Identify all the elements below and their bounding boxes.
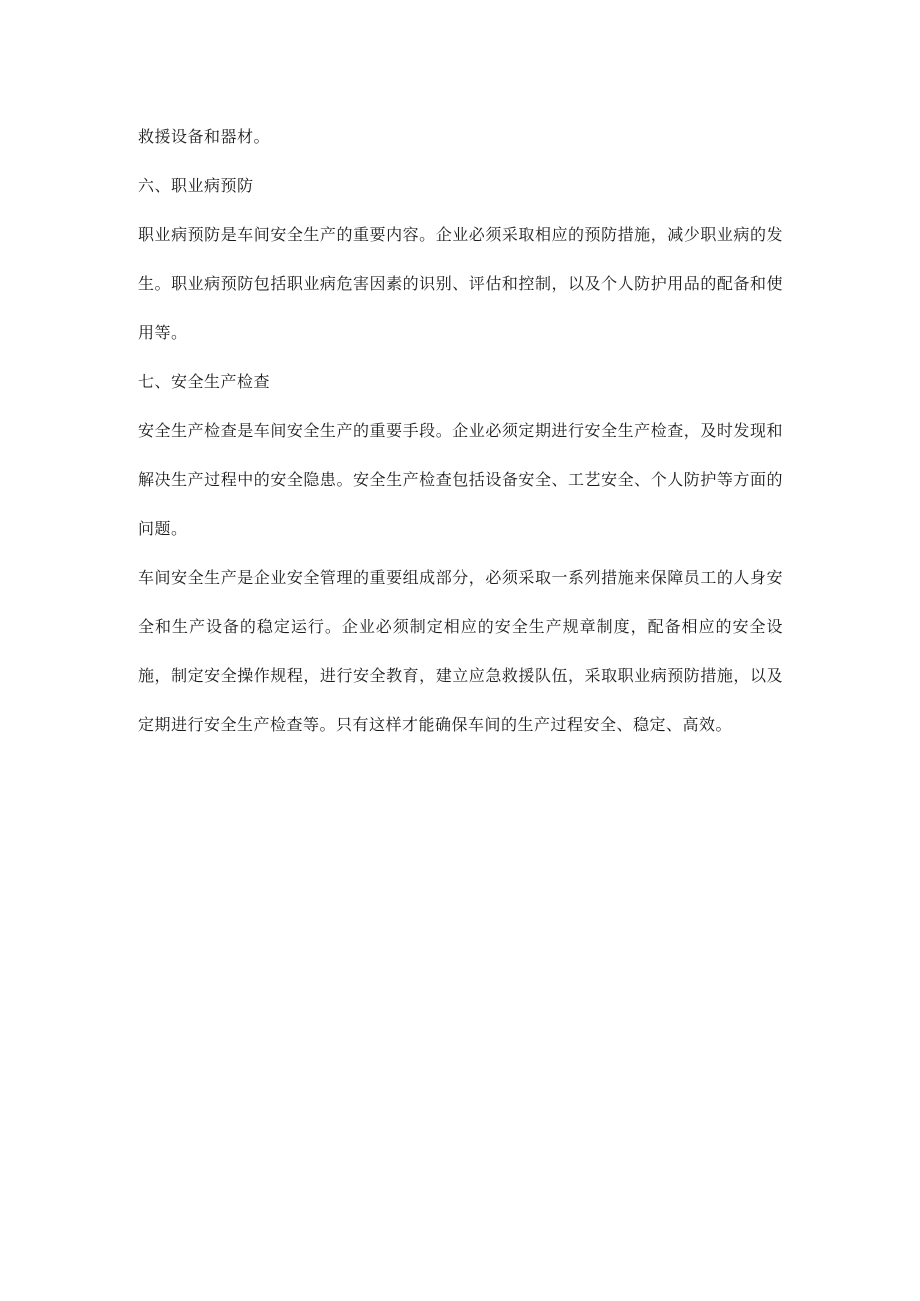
heading-occupational-disease: 六、职业病预防: [138, 176, 254, 195]
paragraph-continuation: 救援设备和器材。: [138, 127, 271, 146]
paragraph-conclusion: 车间安全生产是企业安全管理的重要组成部分，必须采取一系列措施来保障员工的人身安全和生产设备的稳定运行。企业必须制定相应的安全生产规章制度，配备相应的安全设施，制定安全操作规程，进行安全教育，建立应急救援队伍，采取职业病预防措施，以及定期进行安全生产检查等。只有这样才能确保车间的生产过程安全、稳定、高效。: [138, 568, 783, 734]
paragraph-safety-inspection: 安全生产检查是车间安全生产的重要手段。企业必须定期进行安全生产检查，及时发现和解决生产过程中的安全隐患。安全生产检查包括设备安全、工艺安全、个人防护等方面的问题。: [138, 421, 783, 538]
paragraph-occupational-disease: 职业病预防是车间安全生产的重要内容。企业必须采取相应的预防措施，减少职业病的发生。职业病预防包括职业病危害因素的识别、评估和控制，以及个人防护用品的配备和使用等。: [138, 225, 783, 342]
document-body: [138, 112, 783, 749]
heading-safety-inspection: 七、安全生产检查: [138, 372, 271, 391]
